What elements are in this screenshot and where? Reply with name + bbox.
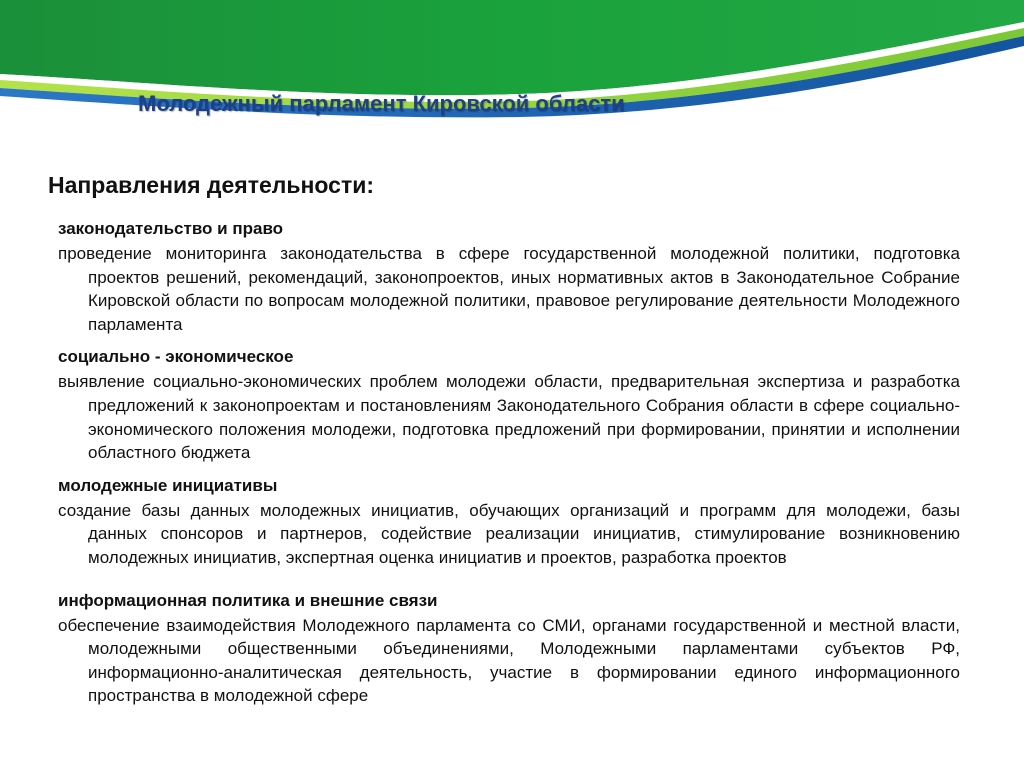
direction-title: молодежные инициативы: [58, 475, 278, 495]
direction-description: проведение мониторинга законодательства в сфере государственной молодежной политики, подготовка проектов решений, рекомендаций, законопроектов, иных нормативных актов в Законодательное Собрание Кировской области по вопросам молодежной политики, правовое регулирование деятельности Молодежного парламента: [58, 244, 960, 334]
direction-description: создание базы данных молодежных инициатив, обучающих организаций и программ для молодежи, базы данных спонсоров и партнеров, содействие реализации инициатив, стимулирование возникновению молодежных инициатив, экспертная оценка инициатив и проектов, разработка проектов: [58, 500, 960, 567]
directions-list: [58, 218, 960, 708]
slide-title: Молодежный парламент Кировской области: [138, 91, 625, 116]
direction-title: информационная политика и внешние связи: [58, 590, 438, 610]
section-heading: Направления деятельности:: [48, 172, 375, 198]
direction-item: [58, 218, 960, 336]
header-wave-banner: [0, 0, 1024, 140]
direction-title: социально - экономическое: [58, 347, 294, 367]
banner-green-wave: [0, 0, 1024, 95]
direction-item: [58, 346, 960, 464]
direction-item: [58, 475, 960, 570]
direction-title: законодательство и право: [58, 219, 284, 238]
direction-description: выявление социально-экономических проблем молодежи области, предварительная экспертиза и разработка предложений к законопроектам и постановлениям Законодательного Собрания области в сфере социально-экономического положения молодежи, подготовка предложений при формировании, принятии и исполнении областного бюджета: [58, 372, 960, 463]
direction-item: [58, 590, 960, 708]
direction-description: обеспечение взаимодействия Молодежного парламента со СМИ, органами государственной и местной власти, молодежными общественными объединениями, Молодежными парламентами субъектов РФ, информационно-аналитическая деятельность, участие в формировании единого информационного пространства в молодежной сфере: [58, 615, 960, 706]
